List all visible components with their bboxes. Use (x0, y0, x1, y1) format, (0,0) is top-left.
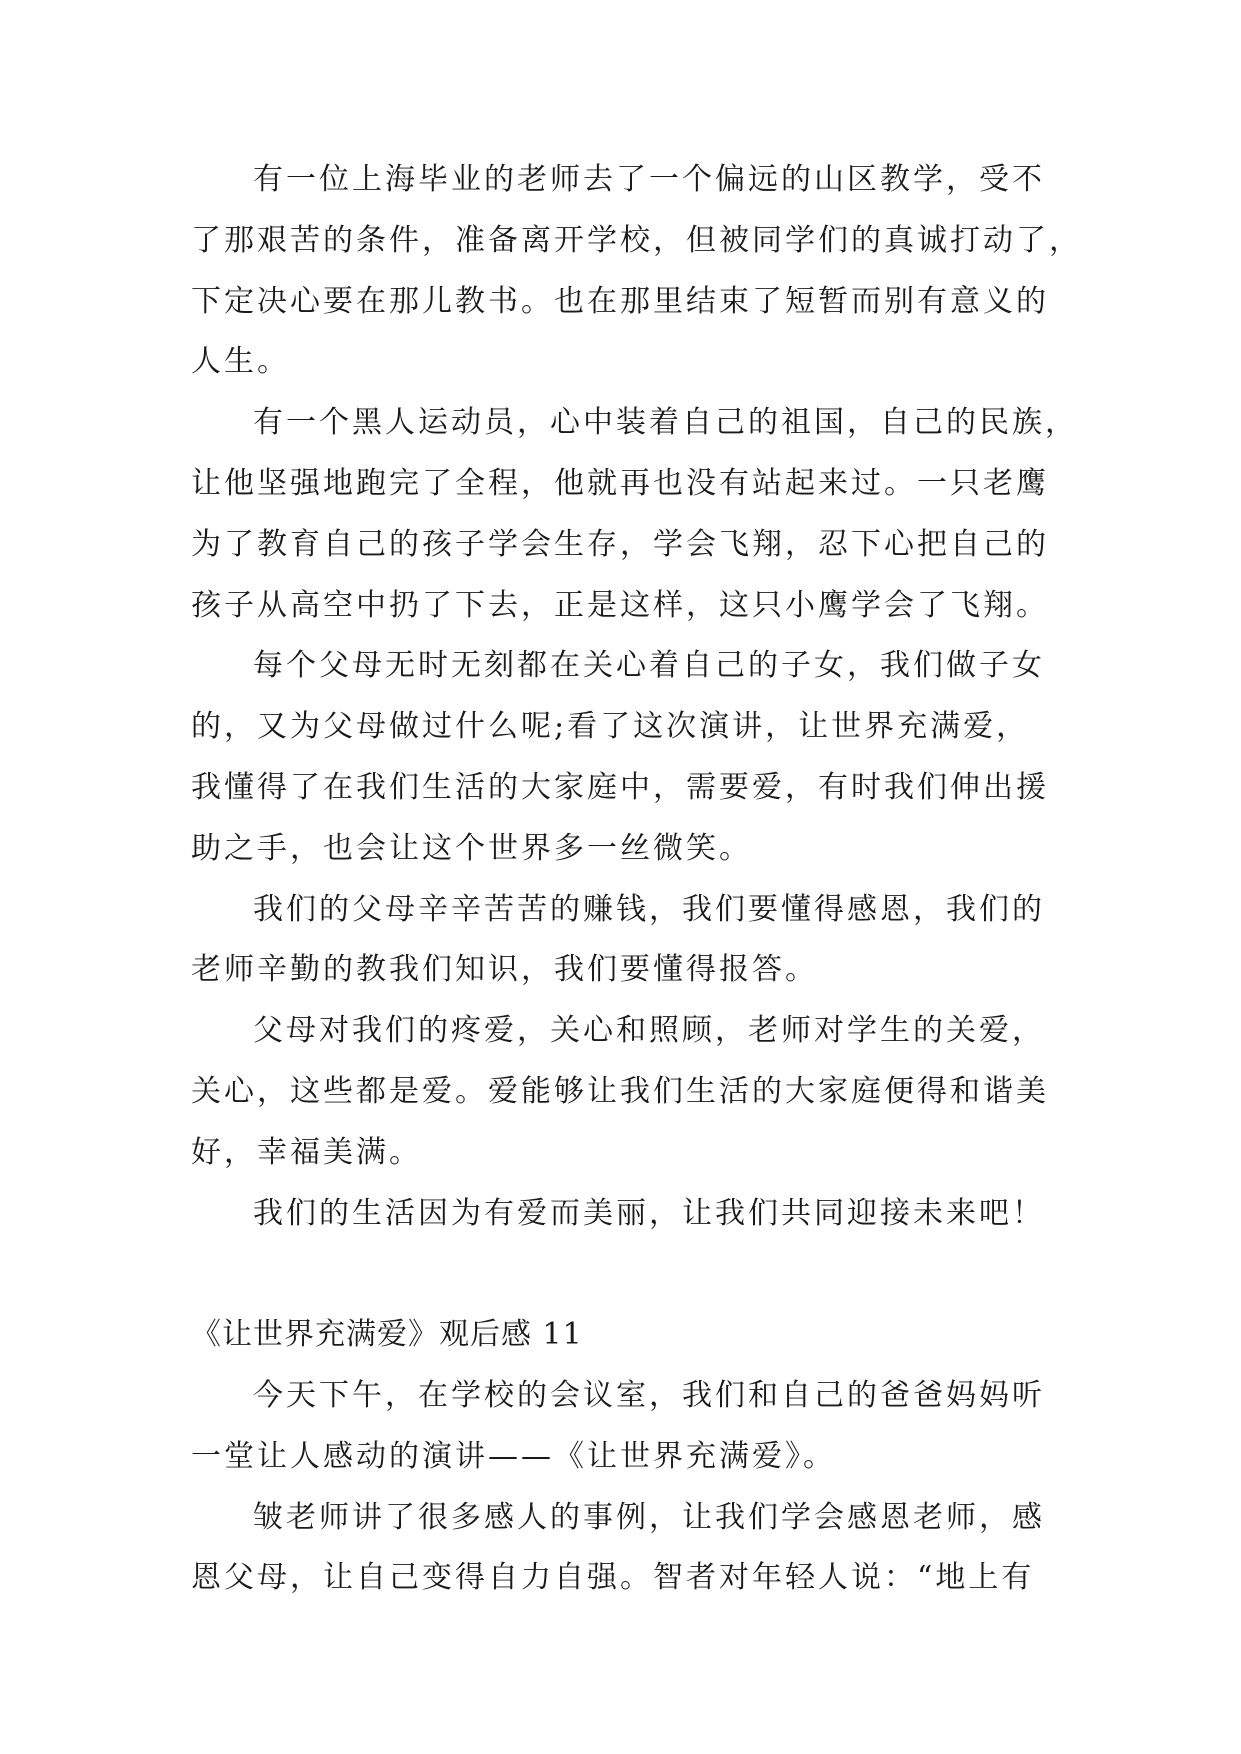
paragraph (191, 1184, 1061, 1245)
paragraph-line: 的，又为父母做过什么呢;看了这次演讲，让世界充满爱， (191, 709, 1030, 745)
document-body (191, 150, 1082, 1609)
paragraph (191, 1001, 1061, 1183)
paragraph-line: 让他坚强地跑完了全程，他就再也没有站起来过。一只老鹰 (191, 465, 1049, 501)
paragraph-line: 下定决心要在那儿教书。也在那里结束了短暂而别有意义的 (191, 283, 1049, 319)
paragraph-line: 今天下午，在学校的会议室，我们和自己的爸爸妈妈听 (253, 1377, 1045, 1413)
paragraph (191, 880, 1061, 1002)
paragraph-line: 每个父母无时无刻都在关心着自己的子女，我们做子女 (253, 648, 1045, 684)
paragraph-line: 助之手，也会让这个世界多一丝微笑。 (191, 830, 752, 866)
paragraph-line: 孩子从高空中扔了下去，正是这样，这只小鹰学会了飞翔。 (191, 587, 1049, 623)
blank-line (191, 1244, 1061, 1305)
paragraph-line: 我们的生活因为有爱而美丽，让我们共同迎接未来吧！ (253, 1195, 1045, 1231)
paragraph (191, 393, 1078, 636)
paragraph-line: 我懂得了在我们生活的大家庭中，需要爱，有时我们伸出援 (191, 769, 1049, 805)
paragraph-line: 皱老师讲了很多感人的事例，让我们学会感恩老师，感 (253, 1499, 1045, 1535)
paragraph-line: 老师辛勤的教我们知识，我们要懂得报答。 (191, 952, 818, 988)
paragraph-line: 我们的父母辛辛苦苦的赚钱，我们要懂得感恩，我们的 (253, 891, 1045, 927)
paragraph-line: 为了教育自己的孩子学会生存，学会飞翔，忍下心把自己的 (191, 526, 1049, 562)
paragraph-line: 父母对我们的疼爱，关心和照顾，老师对学生的关爱， (253, 1013, 1045, 1049)
paragraph (191, 1366, 1061, 1488)
paragraph-line: 了那艰苦的条件，准备离开学校，但被同学们的真诚打动了， (191, 222, 1082, 258)
paragraph-line: 有一个黑人运动员，心中装着自己的祖国，自己的民族， (253, 405, 1078, 441)
section-heading: 《让世界充满爱》观后感 11 (191, 1317, 583, 1353)
paragraph-line: 好，幸福美满。 (191, 1134, 422, 1170)
paragraph-line: 有一位上海毕业的老师去了一个偏远的山区教学，受不 (253, 162, 1045, 197)
paragraph (191, 1488, 1061, 1610)
paragraph-line: 关心，这些都是爱。爱能够让我们生活的大家庭便得和谐美 (191, 1073, 1049, 1109)
paragraph-line: 人生。 (191, 344, 290, 380)
paragraph (191, 150, 1082, 393)
paragraph (191, 636, 1061, 879)
paragraph-line: 一堂让人感动的演讲——《让世界充满爱》。 (191, 1438, 836, 1474)
paragraph-line: 恩父母，让自己变得自力自强。智者对年轻人说：“地上有 (191, 1560, 1035, 1596)
